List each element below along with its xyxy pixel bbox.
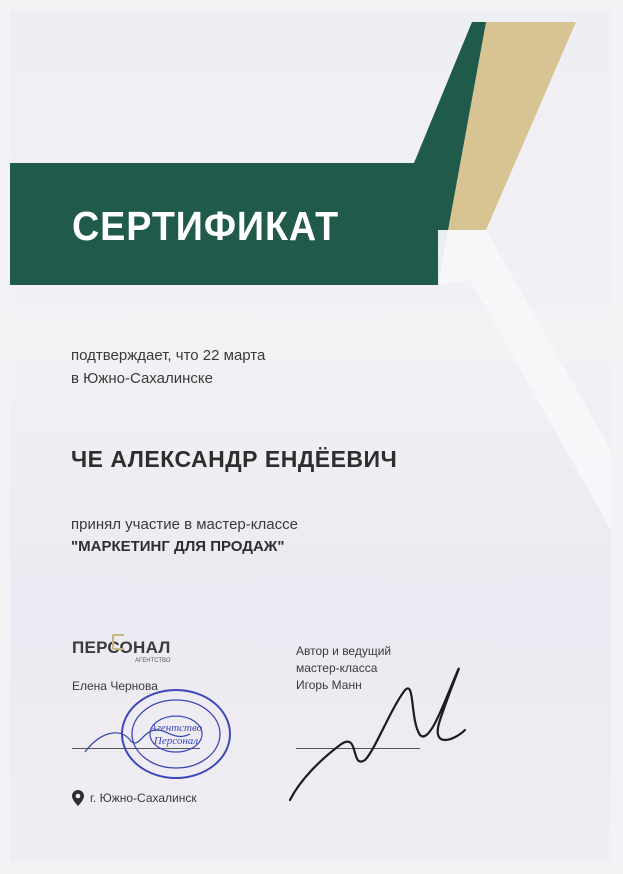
- confirm-line-2: в Южно-Сахалинске: [71, 370, 213, 387]
- certificate-title: СЕРТИФИКАТ: [72, 203, 340, 249]
- stamp-text-2: Персонал: [153, 735, 199, 747]
- right-role-line-1: Автор и ведущий: [296, 644, 392, 658]
- course-title: "МАРКЕТИНГ ДЛЯ ПРОДАЖ": [71, 538, 285, 555]
- location-text: г. Южно-Сахалинск: [90, 791, 197, 805]
- author-signature: [280, 650, 480, 810]
- recipient-name: ЧЕ АЛЕКСАНДР ЕНДЁЕВИЧ: [71, 446, 398, 472]
- right-role-line-3: Игорь Манн: [296, 678, 362, 692]
- right-role-line-2: мастер-класса: [296, 661, 378, 675]
- map-pin-icon: [72, 790, 84, 806]
- left-signatory-name: Елена Чернова: [72, 679, 158, 693]
- confirm-line-1: подтверждает, что 22 марта: [71, 347, 266, 364]
- location: [72, 790, 197, 806]
- company-stamp: [118, 686, 234, 782]
- personal-logo: [72, 638, 171, 664]
- certificate-page: [10, 10, 611, 862]
- stamp-text-1: Агентство: [149, 722, 203, 734]
- logo-text: ПЕРСОНАЛ: [72, 638, 171, 657]
- white-diagonal: [438, 230, 611, 530]
- logo-mark-icon: [112, 634, 124, 650]
- participation-text: принял участие в мастер-классе: [71, 516, 298, 533]
- confirm-text: [71, 344, 265, 390]
- logo-subtitle: АГЕНТСТВО: [135, 658, 171, 664]
